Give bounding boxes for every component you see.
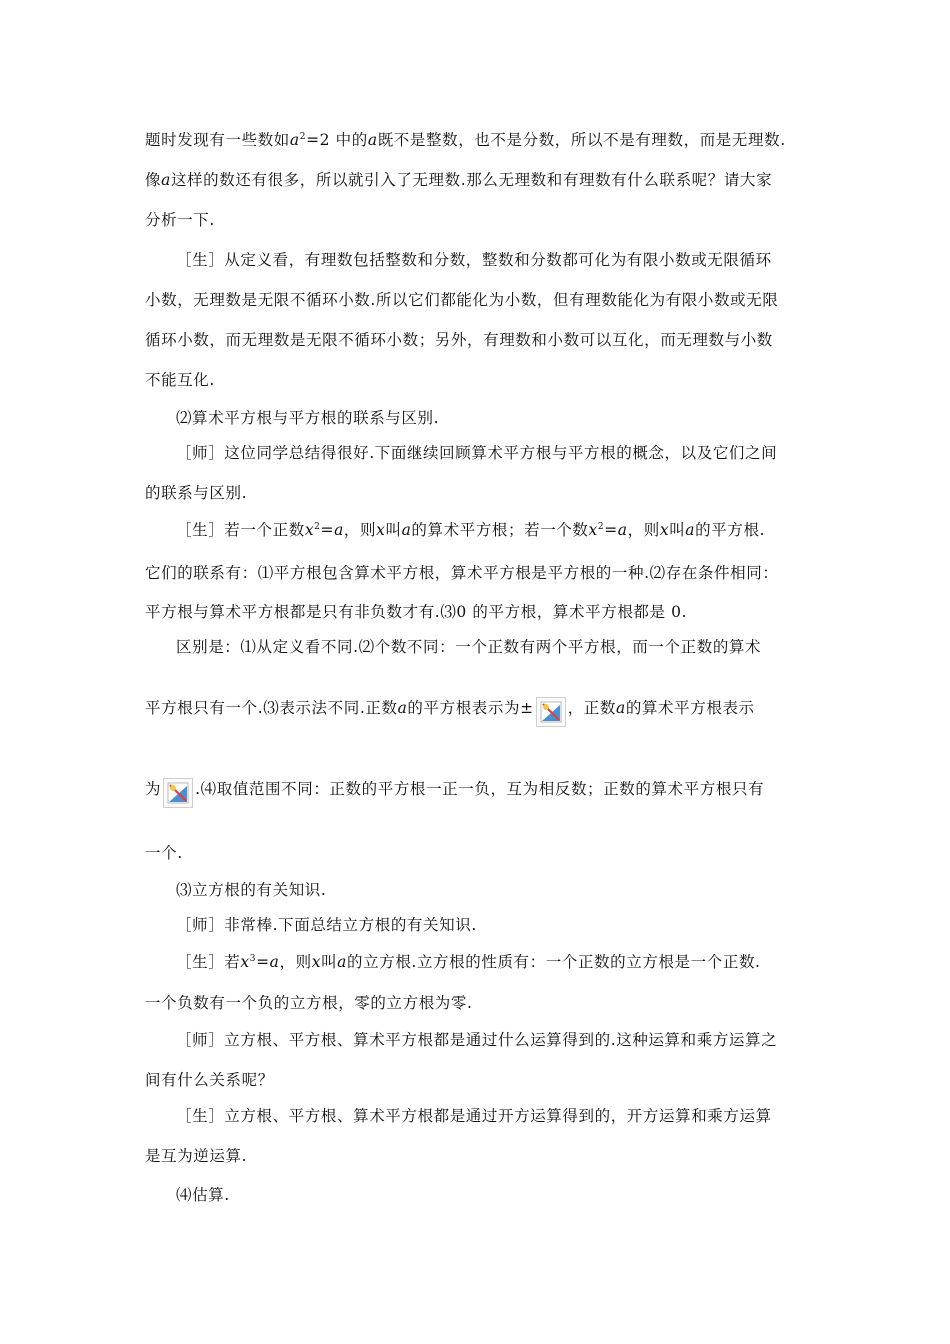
text-line: 一个负数有一个负的立方根，零的立方根为零. (145, 994, 473, 1012)
image-placeholder-icon (536, 697, 566, 727)
text-line: ［生］从定义看，有理数包括整数和分数，整数和分数都可化为有限小数或无限循环 (176, 251, 772, 269)
section-heading: ⑶立方根的有关知识. (176, 881, 327, 899)
text-line: ［师］这位同学总结得很好.下面继续回顾算术平方根与平方根的概念，以及它们之间 (176, 444, 778, 462)
text-line: 平方根与算术平方根都是只有非负数才有.⑶0 的平方根，算术平方根都是 0. (145, 603, 688, 621)
text-line: 为 .⑷取值范围不同：正数的平方根一正一负，互为相反数；正数的算术平方根只有 (145, 778, 764, 808)
text-line: 不能互化. (145, 371, 215, 389)
text-line: 平方根只有一个.⑶表示法不同.正数a的平方根表示为± ，正数a的算术平方根表示 (145, 697, 755, 727)
text-line: ［师］立方根、平方根、算术平方根都是通过什么运算得到的.这种运算和乘方运算之 (176, 1031, 778, 1049)
text-line: 小数，无理数是无限不循环小数.所以它们都能化为小数，但有理数能化为有限小数或无限 (145, 291, 779, 309)
text-line: 间有什么关系呢？ (145, 1071, 274, 1089)
section-heading: ⑵算术平方根与平方根的联系与区别. (176, 409, 440, 427)
text-line: 一个. (145, 844, 183, 862)
text-line: 它们的联系有：⑴平方根包含算术平方根，算术平方根是平方根的一种.⑵存在条件相同： (145, 564, 779, 582)
text-line: ［生］若一个正数$x^2=a$，则x叫a的算术平方根；若一个数$x^2=a$，则x叫a的平方根. (176, 521, 766, 539)
text-line: 循环小数，而无理数是无限不循环小数；另外，有理数和小数可以互化，而无理数与小数 (145, 331, 773, 349)
image-placeholder-icon (163, 778, 193, 808)
text-line: 区别是：⑴从定义看不同.⑵个数不同：一个正数有两个平方根，而一个正数的算术 (176, 638, 762, 656)
text-line: ［生］若$x^3=a$，则x叫a的立方根.立方根的性质有：一个正数的立方根是一个正数. (176, 953, 761, 971)
text-line: 是互为逆运算. (145, 1147, 248, 1165)
text-line: 的联系与区别. (145, 484, 248, 502)
section-heading: ⑷估算. (176, 1186, 230, 1204)
text-line: 像a这样的数还有很多，所以就引入了无理数.那么无理数和有理数有什么联系呢？请大家 (145, 171, 773, 189)
text-line: ［生］立方根、平方根、算术平方根都是通过开方运算得到的，开方运算和乘方运算 (176, 1107, 772, 1125)
text-line: ［师］非常棒.下面总结立方根的有关知识. (176, 916, 477, 934)
text-line: 分析一下. (145, 211, 215, 229)
text-line: 题时发现有一些数如$a^2=2$ 中的a既不是整数，也不是分数，所以不是有理数，而是无理数. (145, 131, 786, 149)
